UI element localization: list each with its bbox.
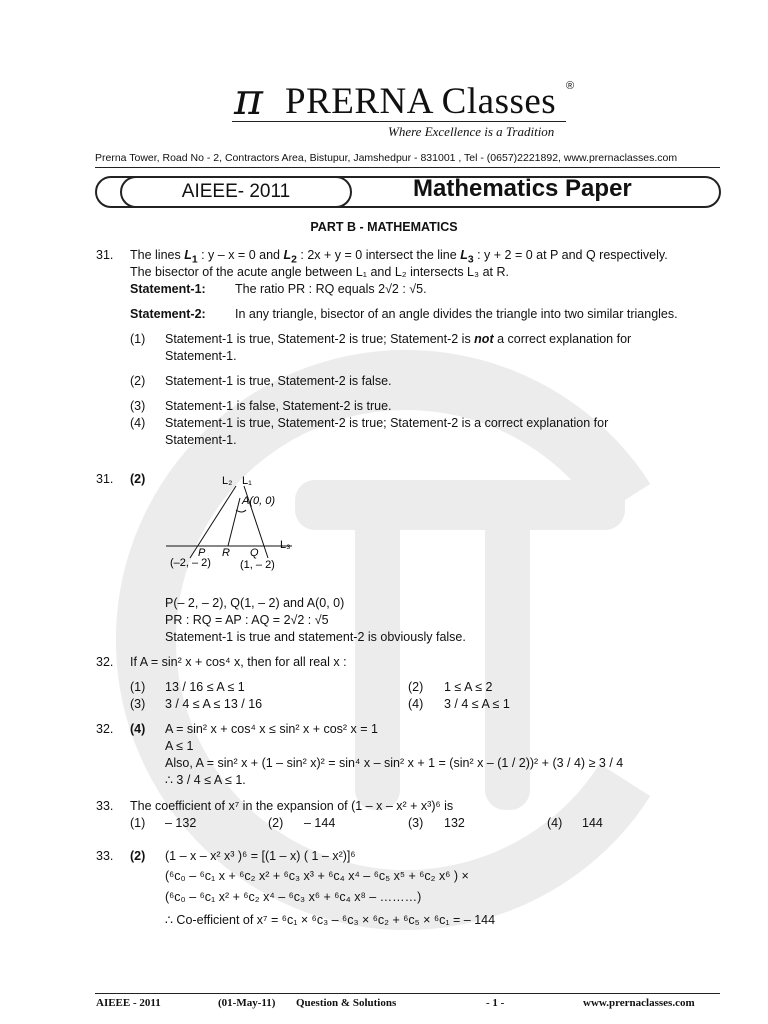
q31-option2: Statement-1 is true, Statement-2 is false. xyxy=(165,374,392,388)
footer-exam: AIEEE - 2011 xyxy=(96,997,161,1009)
logo-underline xyxy=(232,121,566,122)
q32-option4-number: (4) xyxy=(408,697,424,711)
q32-option2-number: (2) xyxy=(408,680,424,694)
q31-option4-number: (4) xyxy=(130,416,146,430)
q32-stem: If A = sin² x + cos⁴ x, then for all real x : xyxy=(130,655,347,669)
q31-option3-number: (3) xyxy=(130,399,146,413)
bisector xyxy=(228,498,240,546)
q33-option4: 144 xyxy=(582,816,603,830)
paper-title: Mathematics Paper xyxy=(413,175,632,202)
q31-line1: The lines $L_1$ : y – x = 0 and $L_2$ : 2x + y = 0 intersect the line $L_3$ : y + 2 = 0 at P and Q respectively. xyxy=(130,248,668,266)
q33-option2-number: (2) xyxy=(268,816,284,830)
q32-option3: 3 / 4 ≤ A ≤ 13 / 16 xyxy=(165,697,263,711)
exam-pill xyxy=(120,176,352,208)
q33-number: 33. xyxy=(96,799,114,813)
q31-option1-number: (1) xyxy=(130,332,146,346)
sol32-answer: (4) xyxy=(130,722,146,736)
sol31-line2: PR : RQ = AP : AQ = 2√2 : √5 xyxy=(165,613,329,627)
q33-option3: 132 xyxy=(444,816,465,830)
footer-site[interactable]: www.prernaclasses.com xyxy=(583,997,695,1009)
logo-pi-icon: π xyxy=(234,74,263,125)
q31-option4: Statement-1 is true, Statement-2 is true; Statement-2 is a correct explanation for xyxy=(165,416,609,430)
footer-divider xyxy=(95,993,720,994)
sol31-answer: (2) xyxy=(130,472,146,486)
sol33-number: 33. xyxy=(96,849,114,863)
sol31-number: 31. xyxy=(96,472,114,486)
sol33-line4: ∴ Co-efficient of x⁷ = ⁶c₁ × ⁶c₃ – ⁶c₃ × ⁶c₂ + ⁶c₅ × ⁶c₁ = – 144 xyxy=(165,913,496,927)
q33-stem: The coefficient of x⁷ in the expansion of (1 – x – x² + x³)⁶ is xyxy=(130,799,454,813)
footer-page: - 1 - xyxy=(486,997,505,1009)
q31-option1-cont: Statement-1. xyxy=(165,349,237,363)
q33-option2: – 144 xyxy=(304,816,336,830)
sol31-diagram xyxy=(160,470,320,580)
label-l1: L₁ xyxy=(242,475,252,487)
q32-option1-number: (1) xyxy=(130,680,146,694)
q31-option3: Statement-1 is false, Statement-2 is true. xyxy=(165,399,392,413)
footer-type: Question & Solutions xyxy=(296,997,397,1009)
q31-line2: The bisector of the acute angle between L₁ and L₂ intersects L₃ at R. xyxy=(130,265,509,279)
q32-option1: 13 / 16 ≤ A ≤ 1 xyxy=(165,680,245,694)
label-r: R xyxy=(222,547,230,559)
sol32-line4: ∴ 3 / 4 ≤ A ≤ 1. xyxy=(165,773,246,787)
footer-date: (01-May-11) xyxy=(218,997,276,1009)
q33-option3-number: (3) xyxy=(408,816,424,830)
q33-option1: – 132 xyxy=(165,816,197,830)
sol32-line3: Also, A = sin² x + (1 – sin² x)² = sin⁴ x – sin² x + 1 = (sin² x – (1 / 2))² + (3 / 4) ≥ 3 / 4 xyxy=(165,756,624,770)
sol31-line1: P(– 2, – 2), Q(1, – 2) and A(0, 0) xyxy=(165,596,345,610)
part-heading: PART B - MATHEMATICS xyxy=(310,220,458,234)
label-l3: L₃ xyxy=(280,539,291,551)
address-line: Prerna Tower, Road No - 2, Contractors Area, Bistupur, Jamshedpur - 831001 , Tel - (0657)2221892, www.prernaclasses.com xyxy=(95,152,678,164)
q31-statement2: In any triangle, bisector of an angle divides the triangle into two similar triangles. xyxy=(235,307,678,321)
label-a: A(0, 0) xyxy=(242,495,276,507)
sol33-answer: (2) xyxy=(130,849,146,863)
q32-option4: 3 / 4 ≤ A ≤ 1 xyxy=(444,697,510,711)
q31-option4-cont: Statement-1. xyxy=(165,433,237,447)
q32-option2: 1 ≤ A ≤ 2 xyxy=(444,680,493,694)
q32-option3-number: (3) xyxy=(130,697,146,711)
q31-option1: Statement-1 is true, Statement-2 is true; Statement-2 is not a correct explanation for xyxy=(165,332,632,346)
sol32-line1: A = sin² x + cos⁴ x ≤ sin² x + cos² x = 1 xyxy=(165,722,379,736)
q31-statement1: The ratio PR : RQ equals 2√2 : √5. xyxy=(235,282,427,296)
sol31-line3: Statement-1 is true and statement-2 is obviously false. xyxy=(165,630,466,644)
header-divider xyxy=(95,167,720,168)
label-p-coord: (–2, – 2) xyxy=(170,557,211,569)
sol33-line1: (1 – x – x² x³ )⁶ = [(1 – x) ( 1 – x²)]⁶ xyxy=(165,849,356,863)
angle-arc xyxy=(236,510,246,512)
registered-mark: ® xyxy=(566,80,575,92)
q31-statement2-label: Statement-2: xyxy=(130,307,206,321)
sol32-number: 32. xyxy=(96,722,114,736)
tagline: Where Excellence is a Tradition xyxy=(388,124,555,139)
q32-number: 32. xyxy=(96,655,114,669)
sol33-line2: (⁶c₀ – ⁶c₁ x + ⁶c₂ x² + ⁶c₃ x³ + ⁶c₄ x⁴ – ⁶c₅ x⁵ + ⁶c₂ x⁶ ) × xyxy=(165,869,469,883)
q31-number: 31. xyxy=(96,248,114,262)
label-q: Q xyxy=(250,547,259,559)
label-p: P xyxy=(198,547,206,559)
q31-option2-number: (2) xyxy=(130,374,146,388)
label-q-coord: (1, – 2) xyxy=(240,559,275,571)
brand-name: PRERNA Classes xyxy=(285,81,557,122)
label-l2: L₂ xyxy=(222,475,233,487)
q33-option1-number: (1) xyxy=(130,816,146,830)
sol32-line2: A ≤ 1 xyxy=(165,739,194,753)
sol33-line3: (⁶c₀ – ⁶c₁ x² + ⁶c₂ x⁴ – ⁶c₃ x⁶ + ⁶c₄ x⁸ – ………) xyxy=(165,890,422,904)
q31-statement1-label: Statement-1: xyxy=(130,282,206,296)
exam-label: AIEEE- 2011 xyxy=(181,181,291,202)
q33-option4-number: (4) xyxy=(547,816,563,830)
